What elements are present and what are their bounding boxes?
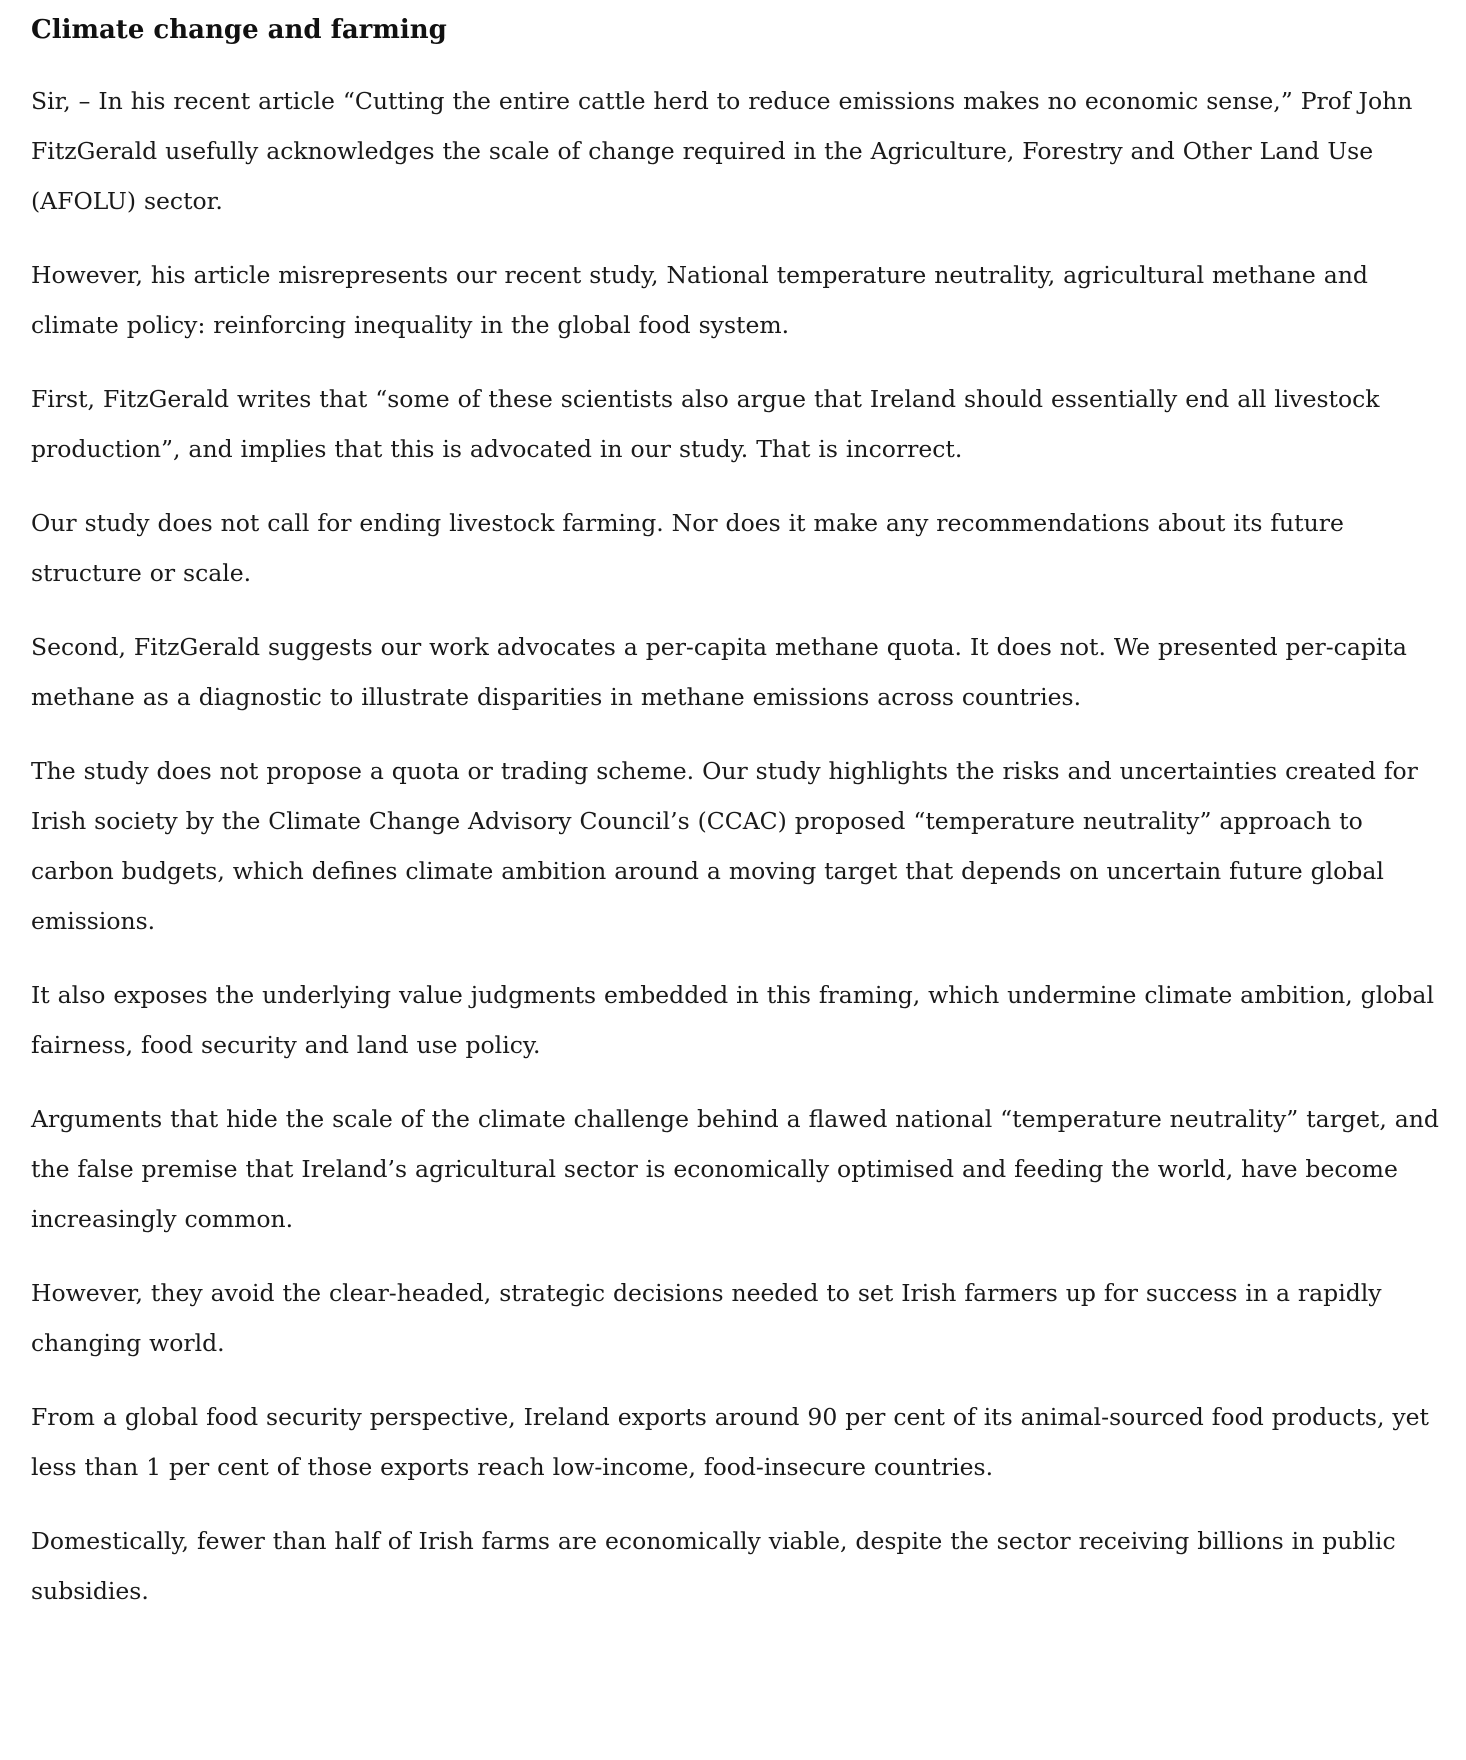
article-paragraph-7: It also exposes the underlying value judgments embedded in this framing, which undermine climate ambition, global fairness, food security and land use policy. <box>31 981 1434 1059</box>
article-paragraph-10: From a global food security perspective, Ireland exports around 90 per cent of its animal-sourced food products, yet less than 1 per cent of those exports reach low-income, food-insecure countries. <box>31 1403 1430 1481</box>
article-paragraph-5: Second, FitzGerald suggests our work advocates a per-capita methane quota. It does not. We presented per-capita methane as a diagnostic to illustrate disparities in methane emissions across countries. <box>31 633 1407 711</box>
article-title: Climate change and farming <box>31 15 447 45</box>
article-paragraph-8: Arguments that hide the scale of the climate challenge behind a flawed national “temperature neutrality” target, and the false premise that Ireland’s agricultural sector is economically optimised and feeding the world, have become increasingly common. <box>31 1105 1439 1233</box>
article-paragraph-9: However, they avoid the clear-headed, strategic decisions needed to set Irish farmers up for success in a rapidly changing world. <box>31 1279 1382 1357</box>
article-paragraph-2: However, his article misrepresents our recent study, National temperature neutrality, agricultural methane and climate policy: reinforcing inequality in the global food system. <box>31 261 1368 339</box>
article-paragraph-4: Our study does not call for ending livestock farming. Nor does it make any recommendations about its future structure or scale. <box>31 509 1344 587</box>
article-paragraph-6: The study does not propose a quota or trading scheme. Our study highlights the risks and uncertainties created for Irish society by the Climate Change Advisory Council’s (CCAC) proposed “temperature neutrality” approach to carbon budgets, which defines climate ambition around a moving target that depends on uncertain future global emissions. <box>31 757 1418 935</box>
article-paragraph-3: First, FitzGerald writes that “some of these scientists also argue that Ireland should essentially end all livestock production”, and implies that this is advocated in our study. That is incorrect. <box>31 385 1380 463</box>
article-paragraph-1: Sir, – In his recent article “Cutting the entire cattle herd to reduce emissions makes no economic sense,” Prof John FitzGerald usefully acknowledges the scale of change required in the Agriculture, Forestry and Other Land Use (AFOLU) sector. <box>31 87 1413 215</box>
article-paragraph-11: Domestically, fewer than half of Irish farms are economically viable, despite the sector receiving billions in public subsidies. <box>31 1527 1396 1605</box>
